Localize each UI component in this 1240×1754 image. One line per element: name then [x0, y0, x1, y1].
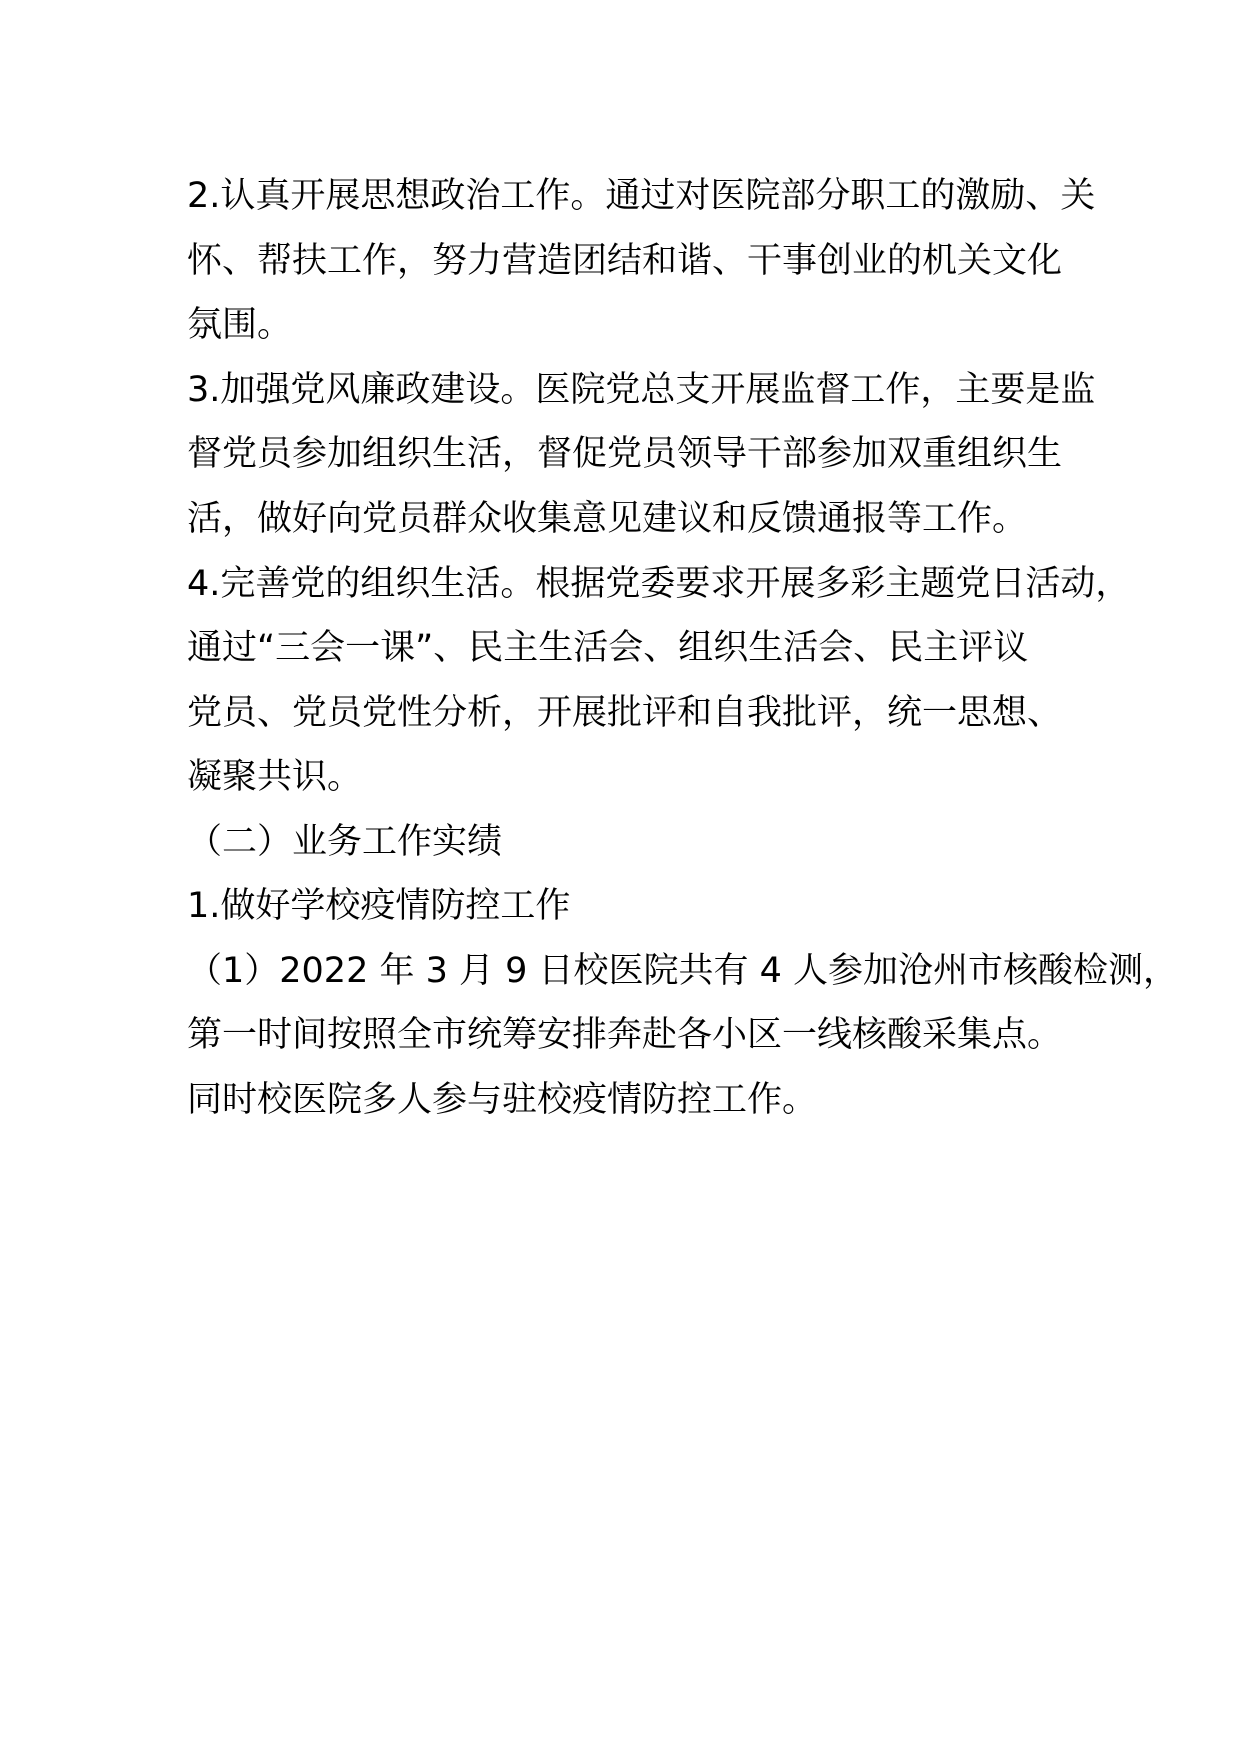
- paragraph-4-line-1: 4.完善党的组织生活。根据党委要求开展多彩主题党日活动，: [187, 564, 1131, 604]
- paragraph-2-line-3: 氛围。: [187, 305, 293, 345]
- paragraph-4-line-4: 凝聚共识。: [187, 757, 363, 797]
- paragraph-3-line-1: 3.加强党风廉政建设。医院党总支开展监督工作，主要是监: [187, 370, 1096, 410]
- paragraph-3-line-2: 督党员参加组织生活，督促党员领导干部参加双重组织生: [187, 434, 1063, 474]
- paragraph-3-line-3: 活，做好向党员群众收集意见建议和反馈通报等工作。: [187, 499, 1028, 539]
- paragraph-4-line-2: 通过“三会一课”、民主生活会、组织生活会、民主评议: [187, 628, 1029, 668]
- section-heading: （二）业务工作实绩: [187, 822, 503, 862]
- subsection-heading: 1.做好学校疫情防控工作: [187, 886, 571, 926]
- item-1-line-3: 同时校医院多人参与驻校疫情防控工作。: [187, 1080, 818, 1120]
- paragraph-2-line-1: 2.认真开展思想政治工作。通过对医院部分职工的激励、关: [187, 176, 1096, 216]
- item-1-line-1: （1）2022 年 3 月 9 日校医院共有 4 人参加沧州市核酸检测，: [187, 951, 1179, 991]
- paragraph-4-line-3: 党员、党员党性分析，开展批评和自我批评，统一思想、: [187, 693, 1063, 733]
- paragraph-2-line-2: 怀、帮扶工作，努力营造团结和谐、干事创业的机关文化: [187, 241, 1063, 281]
- item-1-line-2: 第一时间按照全市统筹安排奔赴各小区一线核酸采集点。: [187, 1015, 1063, 1055]
